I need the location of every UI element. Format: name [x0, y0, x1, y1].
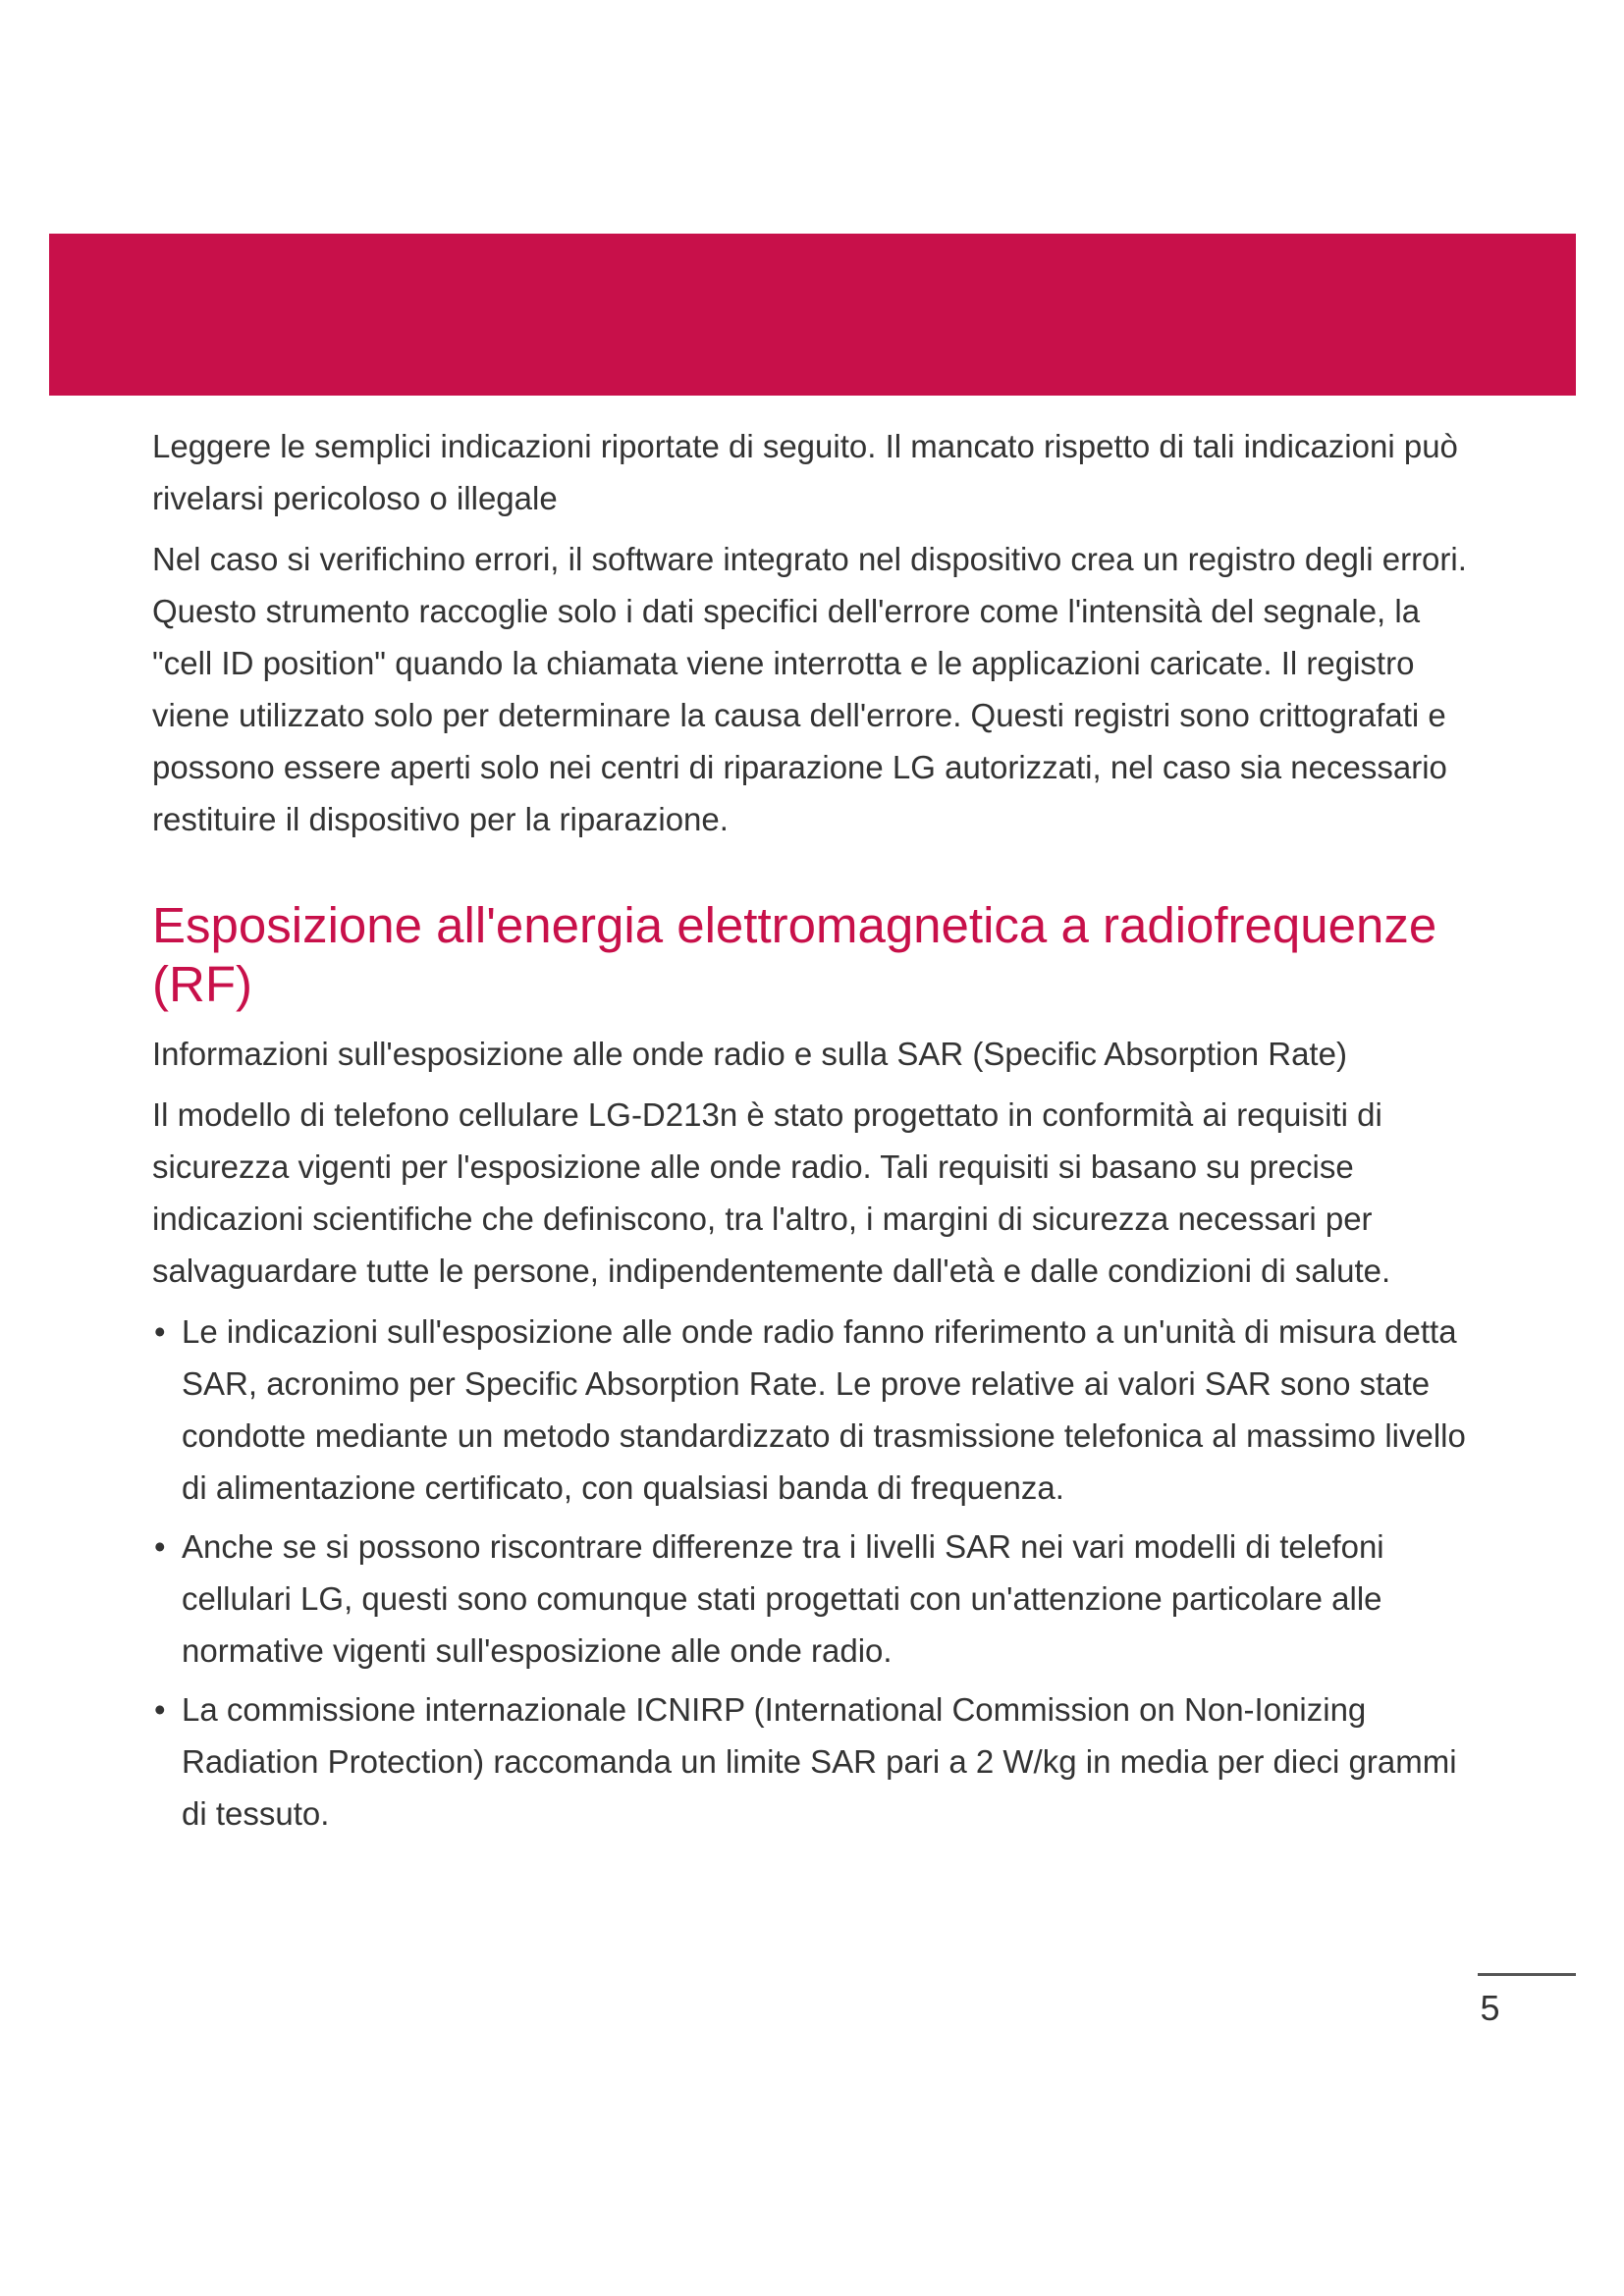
list-item [152, 1683, 1468, 1840]
bullet-icon: • [154, 1313, 166, 1350]
section-heading: Esposizione all'energia elettromagnetica a radiofrequenze (RF) [152, 897, 1437, 1012]
list-item [152, 1521, 1468, 1677]
list-item-text: Le indicazioni sull'esposizione alle onde radio fanno riferimento a un'unità di misura detta SAR, acronimo per Specific Absorption Rate. Le prove relative ai valori SAR sono state condotte mediante un metodo standardizzato di trasmissione telefonica al massimo livello di alimentazione certificato, con qualsiasi banda di frequenza. [182, 1313, 1466, 1506]
bullet-list [152, 1306, 1468, 1840]
list-item-text: La commissione internazionale ICNIRP (International Commission on Non-Ionizing Radiation Protection) raccomanda un limite SAR pari a 2 W/kg in media per dieci grammi di tessuto. [182, 1691, 1457, 1832]
footer-divider [1478, 1973, 1576, 1976]
page-number: 5 [1480, 1988, 1500, 2028]
intro-paragraph-1: Leggere le semplici indicazioni riportate di seguito. Il mancato rispetto di tali indicazioni può rivelarsi pericoloso o illegale [152, 428, 1458, 516]
list-item [152, 1306, 1468, 1514]
list-item-text: Anche se si possono riscontrare differenze tra i livelli SAR nei vari modelli di telefoni cellulari LG, questi sono comunque stati progettati con un'attenzione particolare alle normative vigenti sull'esposizione alle onde radio. [182, 1528, 1384, 1669]
page-title: Indicazioni per un uso sicuro ed efficiente [101, 65, 1196, 133]
intro-paragraph-2: Nel caso si verifichino errori, il software integrato nel dispositivo crea un registro degli errori. Questo strumento raccoglie solo i dati specifici dell'errore come l'intensità del segnale, la "cell ID position" quando la chiamata viene interrotta e le applicazioni caricate. Il registro viene utilizzato solo per determinare la causa dell'errore. Questi registri sono crittografati e possono essere aperti solo nei centri di riparazione LG autorizzati, nel caso sia necessario restituire il dispositivo per la riparazione. [152, 541, 1467, 837]
section-subtitle: Informazioni sull'esposizione alle onde radio e sulla SAR (Specific Absorption Rate) [152, 1036, 1347, 1072]
bullet-icon: • [154, 1691, 166, 1728]
page-content [152, 420, 1468, 1846]
title-banner [49, 234, 1576, 396]
section-paragraph: Il modello di telefono cellulare LG-D213n è stato progettato in conformità ai requisiti di sicurezza vigenti per l'esposizione alle onde radio. Tali requisiti si basano su precise indicazioni scientifiche che definiscono, tra l'altro, i margini di sicurezza necessari per salvaguardare tutte le persone, indipendentemente dall'età e dalle condizioni di salute. [152, 1096, 1391, 1289]
bullet-icon: • [154, 1528, 166, 1565]
